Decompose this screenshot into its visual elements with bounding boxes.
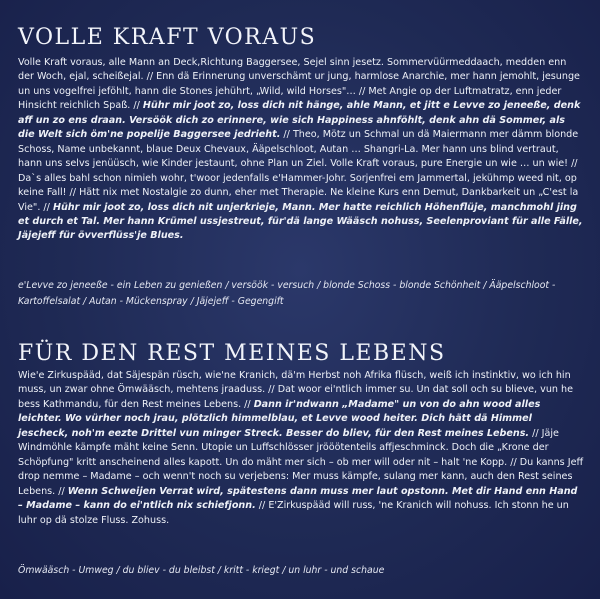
song-title-volle-kraft-voraus: VOLLE KRAFT VORAUS bbox=[18, 25, 317, 50]
song-lyrics-fur-den-rest bbox=[18, 369, 584, 528]
song-lyrics-volle-kraft-voraus bbox=[18, 56, 584, 244]
lyrics-chorus: Wenn Schweijen Verrat wird, spätestens dann muss mer laut opstonn. Met dir Hand enn Hand – Madame – kann do ei'ntlich nix schiefjonn. bbox=[18, 485, 578, 512]
lyrics-chorus: Hühr mir joot zo, loss dich nit unjerkrieje, Mann. Mer hatte reichlich Höhenflüje, manchmohl jing et durch et Tal. Mer hann Krümel ussjestreut, für'dä lange Wääsch nohuss, Seelenproviant für alle Fälle, Jäjejeff für övverflüss'je Blues. bbox=[18, 201, 583, 242]
lyrics-verse: // Jäje Windmöhle kämpfe mäht keine Senn. Utopie un Luffschlösser jrööötenteils affjeschminck. Doch die „Krone der Schöpfung" kritt anscheinend alles kapott. Un do mäht mer sich – ob mer will oder nit – halt 'ne Kopp. // Du kanns Jeff drop nemme – Madame – och wenn't noch su verjebens: Mer muss kämpfe, sulang mer kann, auch den Rest seines Lebens. // bbox=[18, 427, 584, 497]
lyrics-verse: // E'Zirkuspääd will russ, 'ne Kranich will nohuss. Ich stonn he un luhr op dä stolze Fluss. Zohuss. bbox=[18, 500, 569, 526]
lyrics-verse: Wie'e Zirkuspääd, dat Säjespän rüsch, wie'ne Kranich, dä'm Herbst noh Afrika flüsch, weiß ich instinktiv, wo ich hin muss, un zwar ohne Ömwääsch, mehtens jraaduss. // Dat woor ei'ntlich immer su. Un dat soll och su blieve, vun he bess Kathmandu, für den Rest meines Lebens. // bbox=[18, 370, 574, 410]
glossary-volle-kraft-voraus: e'Levve zo jeneeße - ein Leben zu genießen / versöök - versuch / blonde Schoss - blonde Schönheit / Ääpelschloot - Kartoffelsalat / Autan - Mückenspray / Jäjejeff - Gegengift bbox=[18, 280, 556, 307]
lyrics-verse: Volle Kraft voraus, alle Mann an Deck,Richtung Baggersee, Sejel sinn jesetz. Sommervüürmeddaach, medden enn der Woch, ejal, scheißejal. // Enn dä Erinnerung unverschämt ur jung, harmlose Anarchie, mer hann jemohlt, jesunge un uns vogelfrei jeföhlt, hann die Stones jehührt, „Wild, wild Horses"… // Met Angie op der Luftmatratz, enn jeder Hinsicht reichlich Spaß. // bbox=[18, 57, 580, 112]
lyrics-chorus: Hühr mir joot zo, loss dich nit hänge, ahle Mann, et jitt e Levve zo jeneeße, denk aff un zo ens draan. Versöök dich zo erinnere, wie sich Happiness ahnföhlt, denk ahn dä Sommer, als die Welt sich öm'ne popelije Baggersee jedrieht. bbox=[18, 100, 581, 141]
glossary-fur-den-rest: Ömwääsch - Umweg / du bliev - du bleibst / kritt - kriegt / un luhr - und schaue bbox=[18, 565, 385, 576]
lyrics-chorus: Dann ir'ndwann „Madame" un von do ahn wood alles leichter. Wo vürher noch jrau, plötzlich himmelblau, et Levve wood heiter. Dich hätt dä Himmel jescheck, noh'm eezte Drittel vun minger Streck. Besser do bliev, für den Rest meines Lebens. bbox=[18, 398, 541, 439]
song-title-fur-den-rest: FÜR DEN REST MEINES LEBENS bbox=[18, 341, 446, 366]
lyrics-verse: // Theo, Mötz un Schmal un dä Maiermann mer dämm blonde Schoss, Name unbekannt, blaue Deux Chevaux, Ääpelschloot, Autan … Shangri-La. Mer hann uns blind vertraut, hann uns selvs jenüüsch, wie Kinder jestaunt, ohne Plan un Ziel. Volle Kraft voraus, pure Energie un wie … un wie! // Da`s alles bahl schon nimieh wohr, t'woor jedenfalls e'Hammer-Johr. Sorjenfrei em Jammertal, jekühmp weed nit, op keine Fall! // Hätt nix met Nostalgie zo dunn, eher met Therapie. Ne kleine Kurs enn Demut, Dankbarkeit un „C'est la Vie". // bbox=[18, 129, 579, 213]
